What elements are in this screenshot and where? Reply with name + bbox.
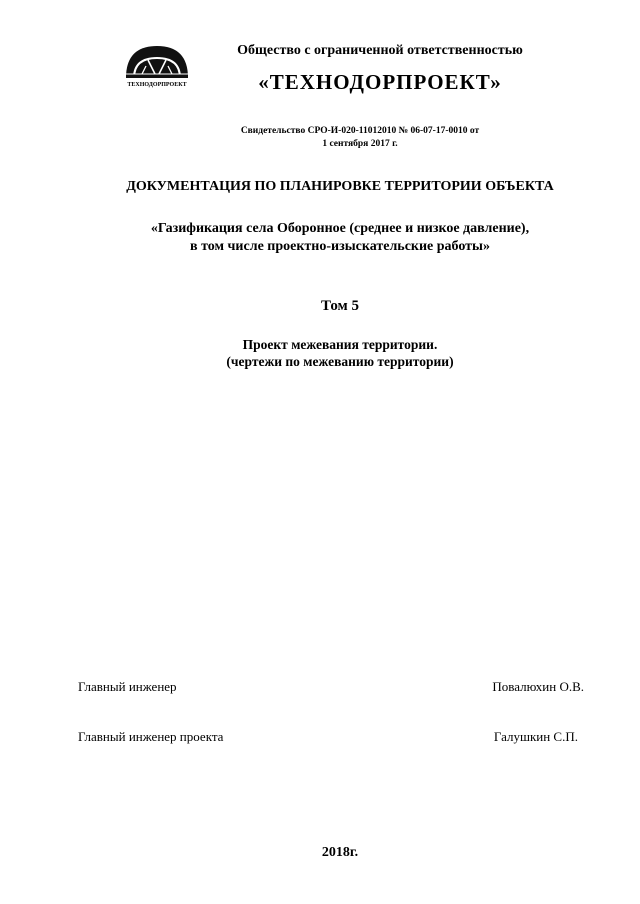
logo-text: ТЕХНОДОРПРОЕКТ xyxy=(127,82,187,88)
project-name-line-1: «Газификация села Оборонное (среднее и низкое давление), xyxy=(150,221,530,236)
volume-subject-line-2: (чертежи по межеванию территории) xyxy=(226,354,454,369)
signature-role-chief-project-engineer: Главный инженер проекта xyxy=(78,729,224,744)
certificate-line-1: Свидетельство СРО-И-020-11012010 № 06-07-17-0010 от xyxy=(240,126,480,136)
document-year: 2018г. xyxy=(321,845,359,860)
company-type: Общество с ограниченной ответственностью xyxy=(237,43,523,58)
document-title: ДОКУМЕНТАЦИЯ ПО ПЛАНИРОВКЕ ТЕРРИТОРИИ ОБЪЕКТА xyxy=(126,179,554,194)
signature-name-chief-engineer: Повалюхин О.В. xyxy=(492,679,584,694)
certificate-line-2: 1 сентября 2017 г. xyxy=(322,139,398,149)
volume-number: Том 5 xyxy=(320,298,359,314)
company-name: «ТЕХНОДОРПРОЕКТ» xyxy=(258,70,502,94)
signature-role-chief-engineer: Главный инженер xyxy=(78,679,177,694)
company-logo xyxy=(124,44,190,92)
project-name-line-2: в том числе проектно-изыскательские работы» xyxy=(190,239,490,254)
signature-name-chief-project-engineer: Галушкин С.П. xyxy=(493,729,578,744)
volume-subject-line-1: Проект межевания территории. xyxy=(242,337,438,352)
